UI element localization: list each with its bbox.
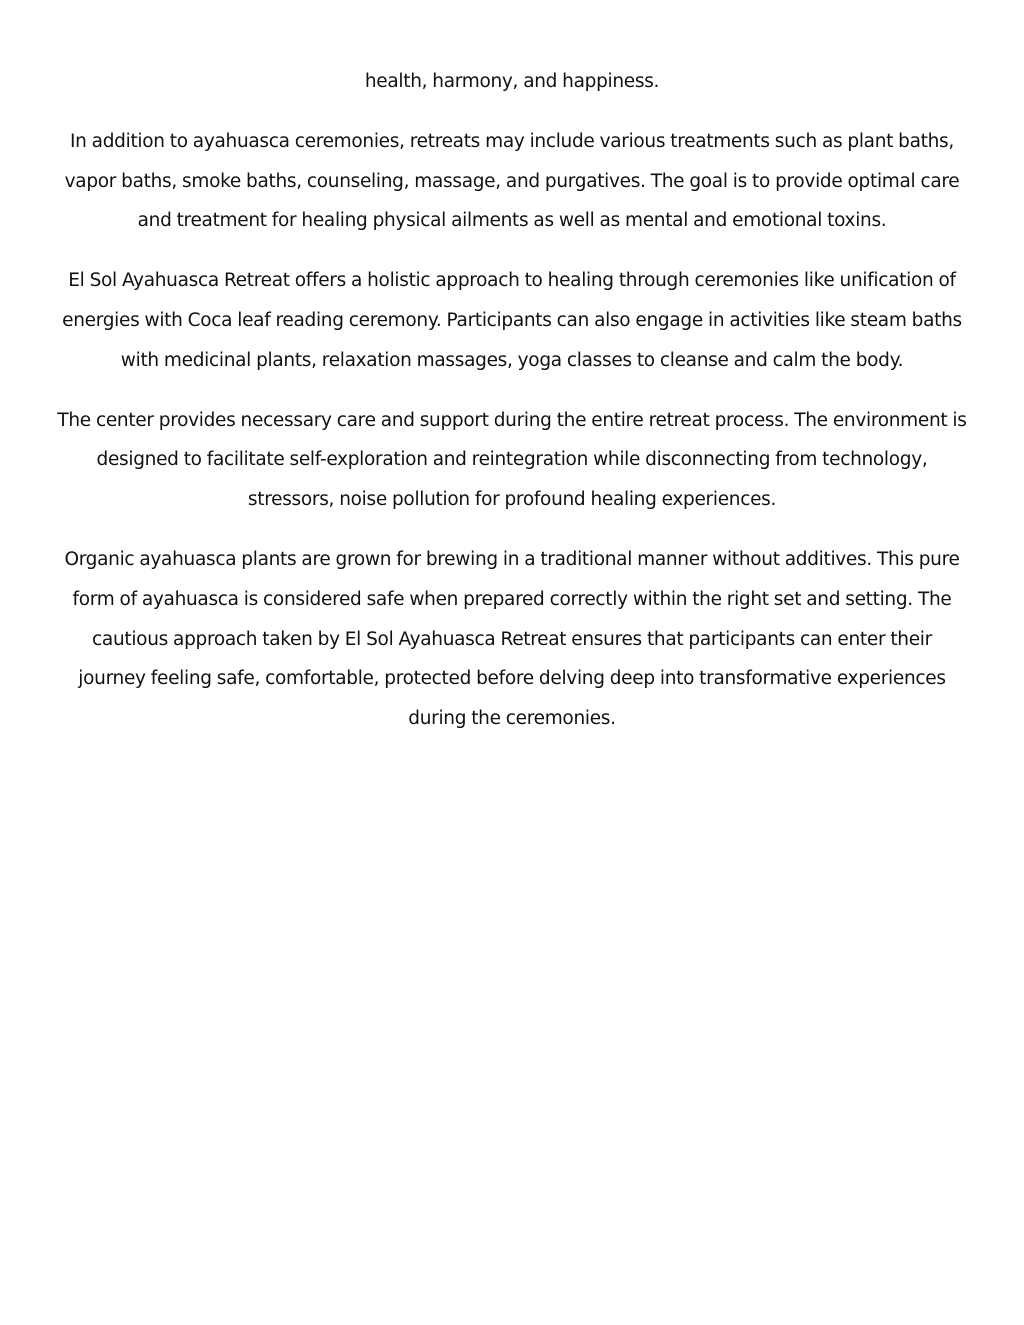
document-page — [56, 62, 968, 759]
paragraph-organic-plants: Organic ayahuasca plants are grown for brewing in a traditional manner without additives. This pure form of ayahuasca is considered safe when prepared correctly within the right set and setting. The cautious approach taken by El Sol Ayahuasca Retreat ensures that participants can enter their journey feeling safe, comfortable, protected before delving deep into transformative experiences during the ceremonies. — [64, 548, 960, 730]
paragraph-continuation: health, harmony, and happiness. — [364, 71, 660, 92]
paragraph-treatments: In addition to ayahuasca ceremonies, retreats may include various treatments such as plant baths, vapor baths, smoke baths, counseling, massage, and purgatives. The goal is to provide optimal care and treatment for healing physical ailments as well as mental and emotional toxins. — [64, 130, 960, 232]
paragraph-holistic-approach: El Sol Ayahuasca Retreat offers a holistic approach to healing through ceremonies like unification of energies with Coca leaf reading ceremony. Participants can also engage in activities like steam baths with medicinal plants, relaxation massages, yoga classes to cleanse and calm the body. — [62, 270, 962, 371]
paragraph-care-support: The center provides necessary care and support during the entire retreat process. The environment is designed to facilitate self-exploration and reintegration while disconnecting from technology, stressors, noise pollution for profound healing experiences. — [57, 409, 967, 511]
